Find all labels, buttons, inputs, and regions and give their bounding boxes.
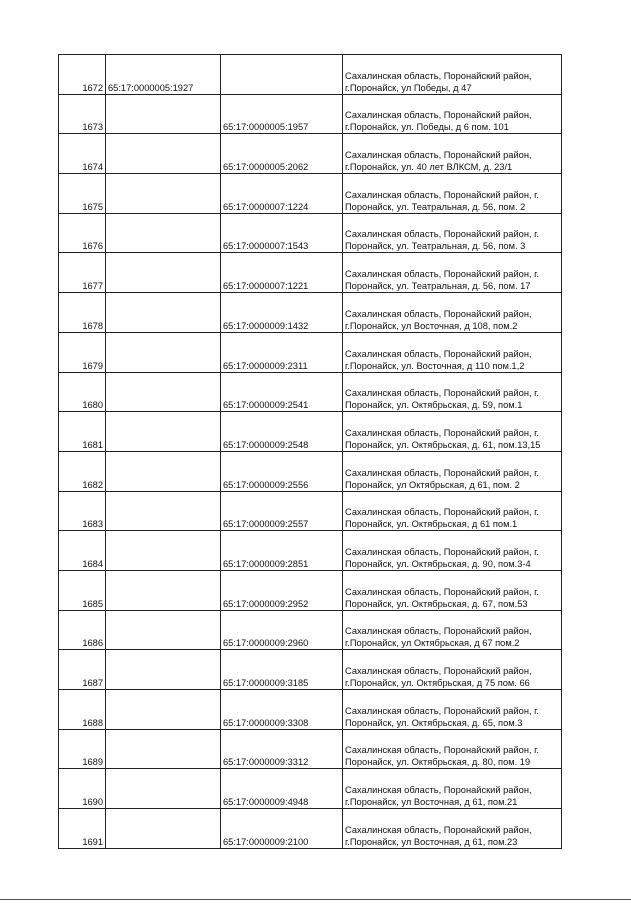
- address-cell: [343, 491, 562, 531]
- old-cadastral-number: [106, 412, 221, 452]
- address-line-1: Сахалинская область, Поронайский район,: [345, 824, 532, 835]
- cadastral-number: 65:17:0000009:2100: [221, 809, 343, 849]
- address-line-1: Сахалинская область, Поронайский район,: [345, 348, 532, 359]
- address-cell: [343, 213, 562, 253]
- old-cadastral-number: [106, 213, 221, 253]
- address-line-1: Сахалинская область, Поронайский район, г.: [345, 546, 539, 557]
- property-register-table: [58, 54, 562, 849]
- address-line-2: Поронайск, ул. Театральная, д. 56, пом. 3: [345, 241, 526, 252]
- table-row: [59, 451, 562, 491]
- cadastral-number: 65:17:0000009:2851: [221, 531, 343, 571]
- address-cell: [343, 94, 562, 134]
- address-line-1: Сахалинская область, Поронайский район,: [345, 308, 532, 319]
- row-number: 1680: [59, 372, 106, 412]
- address-line-1: Сахалинская область, Поронайский район, г.: [345, 507, 539, 518]
- cadastral-number: 65:17:0000009:2548: [221, 412, 343, 452]
- address-line-1: Сахалинская область, Поронайский район,: [345, 785, 532, 796]
- table-row: [59, 293, 562, 333]
- row-number: 1690: [59, 769, 106, 809]
- cadastral-number: 65:17:0000009:2960: [221, 610, 343, 650]
- address-cell: [343, 809, 562, 849]
- table-row: [59, 94, 562, 134]
- address-cell: [343, 610, 562, 650]
- address-line-1: Сахалинская область, Поронайский район,: [345, 666, 532, 676]
- old-cadastral-number: [106, 174, 221, 214]
- table-row: [59, 650, 562, 690]
- address-cell: [343, 570, 562, 610]
- address-cell: [343, 372, 562, 412]
- row-number: 1686: [59, 610, 106, 650]
- address-line-2: г.Поронайск, ул Восточная, д 61, пом.21: [345, 797, 518, 808]
- address-line-1: Сахалинская область, Поронайский район, г.: [345, 229, 539, 240]
- address-line-2: г.Поронайск, ул Восточная, д 61, пом.23: [345, 836, 518, 847]
- row-number: 1679: [59, 332, 106, 372]
- table-body: [59, 55, 562, 849]
- old-cadastral-number: [106, 729, 221, 769]
- row-number: 1689: [59, 729, 106, 769]
- row-number: 1688: [59, 690, 106, 730]
- address-line-2: Поронайск, ул. Октябрьская, д. 61, пом.13,15: [345, 439, 541, 450]
- cadastral-number: 65:17:0000009:2311: [221, 332, 343, 372]
- address-cell: [343, 332, 562, 372]
- cadastral-number: [221, 55, 343, 95]
- old-cadastral-number: [106, 372, 221, 412]
- old-cadastral-number: [106, 332, 221, 372]
- address-cell: [343, 134, 562, 174]
- address-line-2: Поронайск, ул. Октябрьская, д. 90, пом.3-4: [345, 558, 531, 569]
- table-row: [59, 372, 562, 412]
- table-row: [59, 174, 562, 214]
- old-cadastral-number: [106, 134, 221, 174]
- old-cadastral-number: [106, 94, 221, 134]
- address-cell: [343, 412, 562, 452]
- cadastral-number: 65:17:0000009:3185: [221, 650, 343, 690]
- address-line-1: Сахалинская область, Поронайский район, г.: [345, 705, 539, 716]
- cadastral-number: 65:17:0000005:1957: [221, 94, 343, 134]
- table-row: [59, 253, 562, 293]
- row-number: 1673: [59, 94, 106, 134]
- row-number: 1685: [59, 570, 106, 610]
- address-cell: [343, 650, 562, 690]
- address-line-1: Сахалинская область, Поронайский район, г.: [345, 189, 539, 200]
- cadastral-number: 65:17:0000007:1543: [221, 213, 343, 253]
- table-row: [59, 690, 562, 730]
- address-line-2: Поронайск, ул. Октябрьская, д. 59, пом.1: [345, 400, 523, 411]
- cadastral-number: 65:17:0000009:4948: [221, 769, 343, 809]
- address-line-2: Поронайск, ул Октябрьская, д 61, пом. 2: [345, 479, 520, 490]
- old-cadastral-number: [106, 451, 221, 491]
- table-row: [59, 570, 562, 610]
- address-line-1: Сахалинская область, Поронайский район,: [345, 150, 532, 161]
- address-cell: [343, 729, 562, 769]
- table-row: [59, 332, 562, 372]
- old-cadastral-number: [106, 491, 221, 531]
- old-cadastral-number: [106, 809, 221, 849]
- cadastral-number: 65:17:0000009:2952: [221, 570, 343, 610]
- address-line-1: Сахалинская область, Поронайский район, г.: [345, 388, 539, 399]
- address-line-2: г.Поронайск, ул. Октябрьская, д 75 пом. 66: [345, 678, 530, 688]
- table-row: [59, 491, 562, 531]
- address-line-2: Поронайск, ул. Октябрьская, д. 80, пом. 19: [345, 757, 531, 768]
- old-cadastral-number: [106, 570, 221, 610]
- address-line-2: г.Поронайск, ул Октябрьская, д 67 пом.2: [345, 638, 520, 649]
- address-line-2: г.Поронайск, ул Победы, д 47: [345, 82, 472, 93]
- address-cell: [343, 451, 562, 491]
- row-number: 1687: [59, 650, 106, 690]
- row-number: 1681: [59, 412, 106, 452]
- address-line-2: г.Поронайск, ул. 40 лет ВЛКСМ, д. 23/1: [345, 162, 513, 173]
- address-line-2: г.Поронайск, ул. Победы, д 6 пом. 101: [345, 122, 509, 133]
- address-line-2: Поронайск, ул. Октябрьская, д. 65, пом.3: [345, 717, 523, 728]
- table-row: [59, 809, 562, 849]
- cadastral-number: 65:17:0000007:1221: [221, 253, 343, 293]
- address-line-2: г.Поронайск, ул Восточная, д 108, пом.2: [345, 320, 518, 331]
- cadastral-number: 65:17:0000009:2556: [221, 451, 343, 491]
- scan-edge-line: [0, 899, 631, 900]
- table-row: [59, 412, 562, 452]
- cadastral-number: 65:17:0000009:3312: [221, 729, 343, 769]
- address-cell: [343, 293, 562, 333]
- cadastral-number: 65:17:0000009:1432: [221, 293, 343, 333]
- old-cadastral-number: [106, 531, 221, 571]
- row-number: 1683: [59, 491, 106, 531]
- old-cadastral-number: [106, 650, 221, 690]
- table-row: [59, 134, 562, 174]
- address-line-1: Сахалинская область, Поронайский район,: [345, 626, 532, 637]
- address-line-2: Поронайск, ул. Театральная, д. 56, пом. 17: [345, 281, 531, 292]
- address-line-1: Сахалинская область, Поронайский район, г.: [345, 269, 539, 280]
- row-number: 1684: [59, 531, 106, 571]
- address-line-2: Поронайск, ул. Театральная, д. 56, пом. 2: [345, 201, 526, 212]
- address-cell: [343, 174, 562, 214]
- address-cell: [343, 55, 562, 95]
- address-line-1: Сахалинская область, Поронайский район, г.: [345, 586, 539, 597]
- cadastral-number: 65:17:0000005:2062: [221, 134, 343, 174]
- row-number: 1675: [59, 174, 106, 214]
- address-line-2: Поронайск, ул. Октябрьская, д. 67, пом.53: [345, 598, 528, 609]
- table-row: [59, 610, 562, 650]
- row-number: 1672: [59, 55, 106, 95]
- old-cadastral-number: 65:17:0000005:1927: [106, 55, 221, 95]
- old-cadastral-number: [106, 253, 221, 293]
- row-number: 1691: [59, 809, 106, 849]
- address-line-1: Сахалинская область, Поронайский район, г.: [345, 467, 539, 478]
- row-number: 1677: [59, 253, 106, 293]
- old-cadastral-number: [106, 690, 221, 730]
- table-row: [59, 213, 562, 253]
- address-cell: [343, 690, 562, 730]
- address-line-1: Сахалинская область, Поронайский район, г.: [345, 745, 539, 756]
- cadastral-number: 65:17:0000009:2541: [221, 372, 343, 412]
- old-cadastral-number: [106, 293, 221, 333]
- old-cadastral-number: [106, 610, 221, 650]
- address-cell: [343, 769, 562, 809]
- table-row: [59, 769, 562, 809]
- table-row: [59, 55, 562, 95]
- cadastral-number: 65:17:0000009:2557: [221, 491, 343, 531]
- address-line-1: Сахалинская область, Поронайский район,: [345, 110, 532, 121]
- address-line-1: Сахалинская область, Поронайский район,: [345, 70, 532, 81]
- address-line-2: Поронайск, ул. Октябрьская, д 61 пом.1: [345, 519, 518, 530]
- address-cell: [343, 253, 562, 293]
- table-row: [59, 531, 562, 571]
- table-row: [59, 729, 562, 769]
- cadastral-number: 65:17:0000009:3308: [221, 690, 343, 730]
- row-number: 1678: [59, 293, 106, 333]
- old-cadastral-number: [106, 769, 221, 809]
- address-line-2: г.Поронайск, ул. Восточная, д 110 пом.1,2: [345, 360, 525, 371]
- row-number: 1676: [59, 213, 106, 253]
- address-cell: [343, 531, 562, 571]
- row-number: 1674: [59, 134, 106, 174]
- address-line-1: Сахалинская область, Поронайский район, г.: [345, 427, 539, 438]
- cadastral-number: 65:17:0000007:1224: [221, 174, 343, 214]
- row-number: 1682: [59, 451, 106, 491]
